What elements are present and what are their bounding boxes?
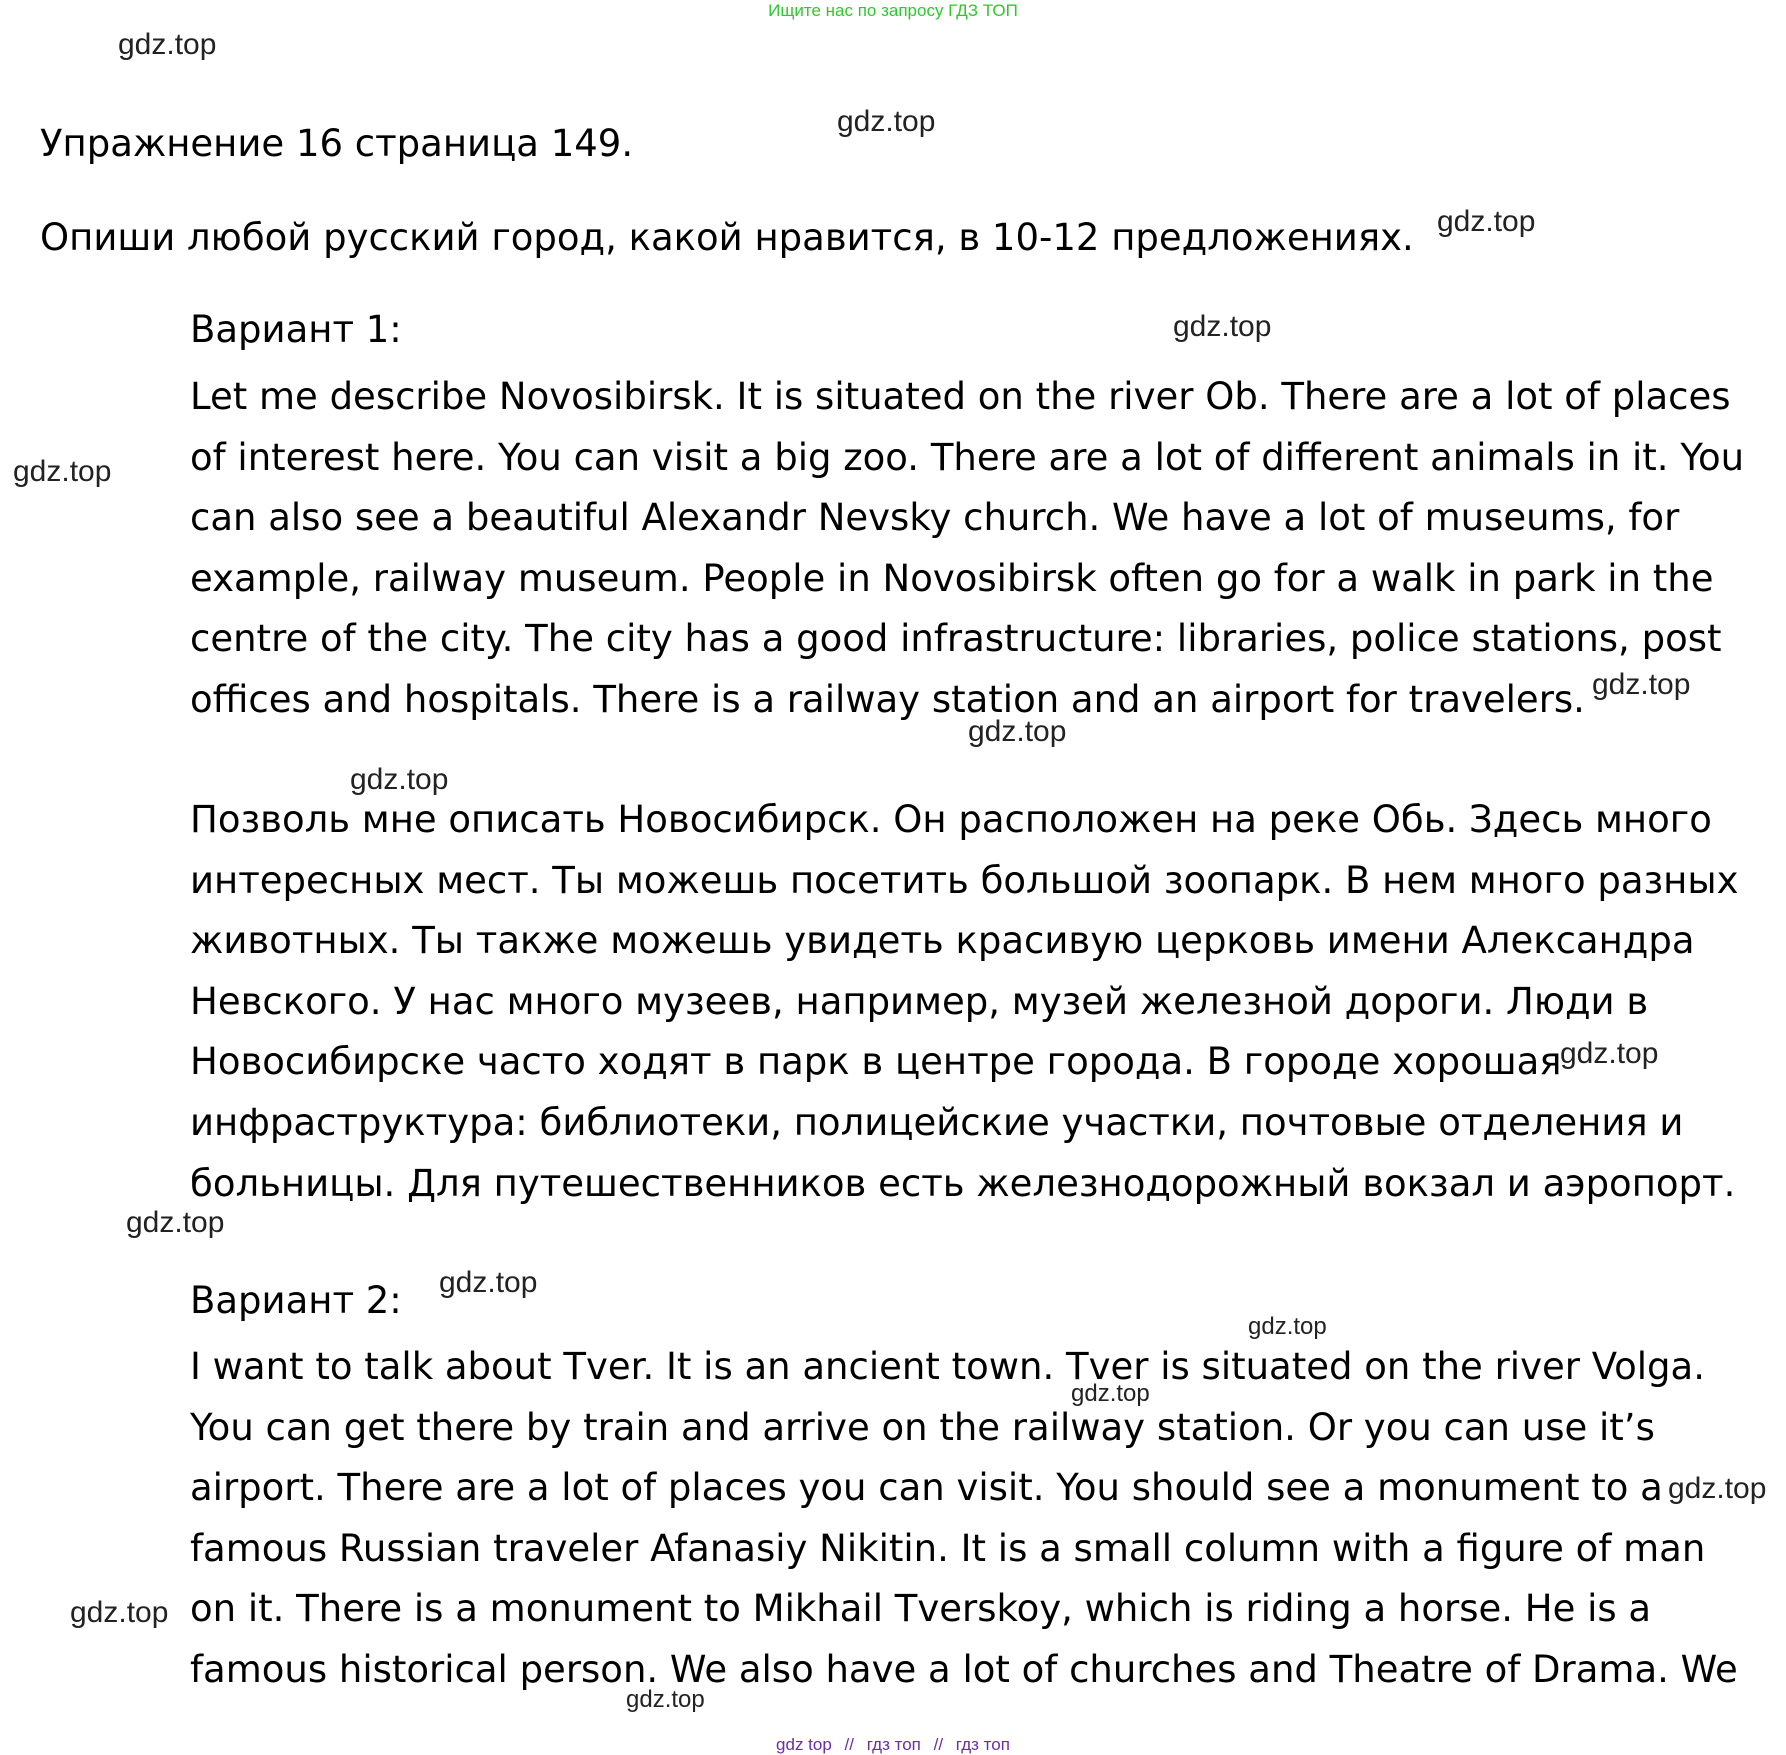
paragraph-line: интересных мест. Ты можешь посетить большой зоопарк. В нем много разных <box>190 858 1739 902</box>
watermark: gdz.top <box>350 763 449 796</box>
paragraph-line: offices and hospitals. There is a railway station and an airport for travelers. <box>190 677 1585 721</box>
paragraph-line: famous historical person. We also have a lot of churches and Theatre of Drama. We <box>190 1647 1738 1691</box>
paragraph-line: can also see a beautiful Alexandr Nevsky church. We have a lot of museums, for <box>190 496 1680 540</box>
watermark: gdz.top <box>1592 668 1691 701</box>
watermark: gdz.top <box>126 1206 225 1239</box>
paragraph-line: airport. There are a lot of places you can visit. You should see a monument to a <box>190 1466 1663 1510</box>
watermark: gdz.top <box>439 1266 538 1299</box>
variant-1-label: Вариант 1: <box>190 308 402 351</box>
paragraph-line: животных. Ты также можешь увидеть красивую церковь имени Александра <box>190 919 1695 963</box>
exercise-title: Упражнение 16 страница 149. <box>40 122 634 165</box>
footer <box>0 1735 1786 1755</box>
variant-1-russian <box>190 790 1760 1214</box>
top-banner: Ищите нас по запросу ГДЗ ТОП <box>768 1 1018 20</box>
variant-1-english <box>190 367 1760 731</box>
watermark: gdz.top <box>13 455 112 488</box>
watermark: gdz.top <box>1668 1472 1767 1505</box>
watermark: gdz.top <box>70 1596 169 1629</box>
watermark: gdz.top <box>1560 1037 1659 1070</box>
watermark: gdz.top <box>1071 1380 1150 1407</box>
footer-link[interactable]: гдз топ <box>866 1735 921 1754</box>
paragraph-line: Let me describe Novosibirsk. It is situated on the river Ob. There are a lot of places <box>190 375 1731 418</box>
watermark: gdz.top <box>1248 1313 1327 1340</box>
paragraph-line: You can get there by train and arrive on the railway station. Or you can use it’s <box>190 1405 1655 1449</box>
paragraph-line: example, railway museum. People in Novosibirsk often go for a walk in park in the <box>190 556 1714 600</box>
footer-link[interactable]: gdz top <box>776 1735 832 1754</box>
paragraph-line: Невского. У нас много музеев, например, музей железной дороги. Люди в <box>190 979 1649 1023</box>
task-text: Опиши любой русский город, какой нравится, в 10-12 предложениях. <box>40 216 1414 259</box>
footer-separator: // <box>844 1735 854 1754</box>
paragraph-line: of interest here. You can visit a big zoo. There are a lot of different animals in it. You <box>190 435 1745 479</box>
paragraph-line: Позволь мне описать Новосибирск. Он расположен на реке Обь. Здесь много <box>190 798 1712 841</box>
paragraph-line: Новосибирске часто ходят в парк в центре города. В городе хорошая <box>190 1040 1562 1084</box>
watermark: gdz.top <box>1173 310 1272 343</box>
variant-2-label: Вариант 2: <box>190 1279 402 1322</box>
paragraph-line: больницы. Для путешественников есть железнодорожный вокзал и аэропорт. <box>190 1161 1736 1205</box>
watermark: gdz.top <box>837 105 936 138</box>
paragraph-line: famous Russian traveler Afanasiy Nikitin. It is a small column with a figure of man <box>190 1526 1706 1570</box>
paragraph-line: инфраструктура: библиотеки, полицейские участки, почтовые отделения и <box>190 1100 1684 1144</box>
watermark: gdz.top <box>626 1686 705 1713</box>
footer-separator: // <box>933 1735 944 1754</box>
watermark: gdz.top <box>118 28 217 61</box>
footer-link[interactable]: гдз топ <box>955 1735 1010 1754</box>
watermark: gdz.top <box>968 715 1067 748</box>
paragraph-line: on it. There is a monument to Mikhail Tverskoy, which is riding a horse. He is a <box>190 1587 1652 1631</box>
variant-2-english <box>190 1337 1760 1701</box>
paragraph-line: I want to talk about Tver. It is an ancient town. Tver is situated on the river Volga. <box>190 1345 1705 1388</box>
watermark: gdz.top <box>1437 205 1536 238</box>
paragraph-line: centre of the city. The city has a good infrastructure: libraries, police stations, post <box>190 617 1722 661</box>
